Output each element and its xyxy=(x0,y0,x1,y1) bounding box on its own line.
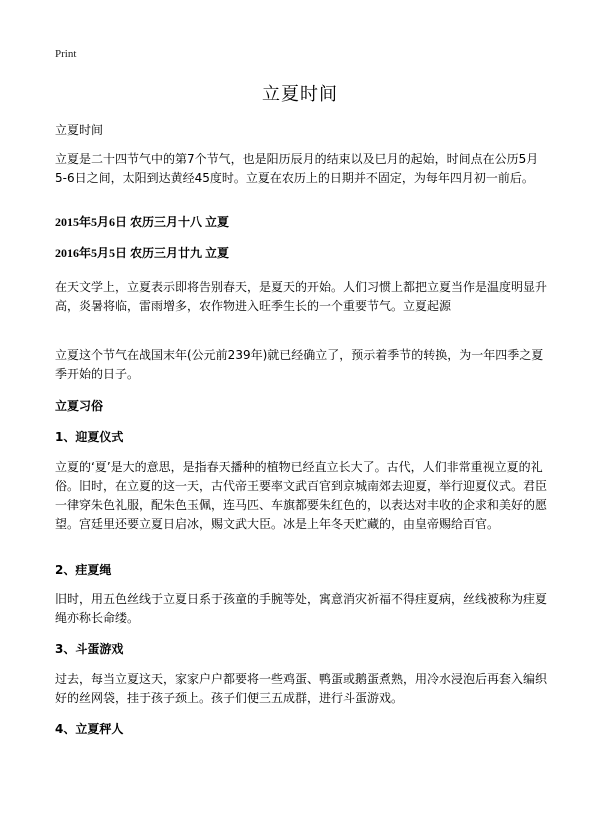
custom1-paragraph: 立夏的‘夏’是大的意思，是指春天播种的植物已经直立长大了。古代，人们非常重视立夏的礼俗。旧时，在立夏的这一天，古代帝王要率文武百官到京城南郊去迎夏，举行迎夏仪式。君臣一律穿朱色礼服，配朱色玉佩，连马匹、车旗都要朱红色的，以表达对丰收的企求和美好的愿望。宫廷里还要立夏日启冰，赐文武大臣。冰是上年冬天贮藏的，由皇帝赐给百官。 xyxy=(55,460,548,531)
intro-paragraph: 立夏是二十四节气中的第7个节气，也是阳历辰月的结束以及巳月的起始，时间点在公历5月5-6日之间，太阳到达黄经45度时。立夏在农历上的日期并不固定，为每年四月初一前后。 xyxy=(55,152,539,185)
customs-heading: 立夏习俗 xyxy=(55,399,104,413)
custom1-heading: 1、迎夏仪式 xyxy=(55,430,124,444)
custom2-paragraph: 旧时，用五色丝线于立夏日系于孩童的手腕等处，寓意消灾祈福不得疰夏病，丝线被称为疰夏绳亦称长命缕。 xyxy=(55,592,548,625)
date-2016: 2016年5月5日 农历三月廿九 立夏 xyxy=(55,246,230,260)
date-2015: 2015年5月6日 农历三月十八 立夏 xyxy=(55,215,230,229)
custom2-heading: 2、疰夏绳 xyxy=(55,563,112,577)
page-title: 立夏时间 xyxy=(262,84,338,105)
print-label[interactable]: Print xyxy=(55,48,77,60)
astronomy-paragraph: 在天文学上，立夏表示即将告别春天，是夏天的开始。人们习惯上都把立夏当作是温度明显升高，炎暑将临，雷雨增多，农作物进入旺季生长的一个重要节气。立夏起源 xyxy=(55,280,548,313)
custom3-paragraph: 过去，每当立夏这天，家家户户都要将一些鸡蛋、鸭蛋或鹅蛋煮熟，用冷水浸泡后再套入编织好的丝网袋，挂于孩子颈上。孩子们便三五成群，进行斗蛋游戏。 xyxy=(55,672,548,705)
subtitle: 立夏时间 xyxy=(55,123,104,137)
custom3-heading: 3、斗蛋游戏 xyxy=(55,642,124,656)
origin-paragraph: 立夏这个节气在战国末年(公元前239年)就已经确立了，预示着季节的转换，为一年四季之夏季开始的日子。 xyxy=(55,348,544,381)
custom4-heading: 4、立夏秤人 xyxy=(55,722,124,736)
